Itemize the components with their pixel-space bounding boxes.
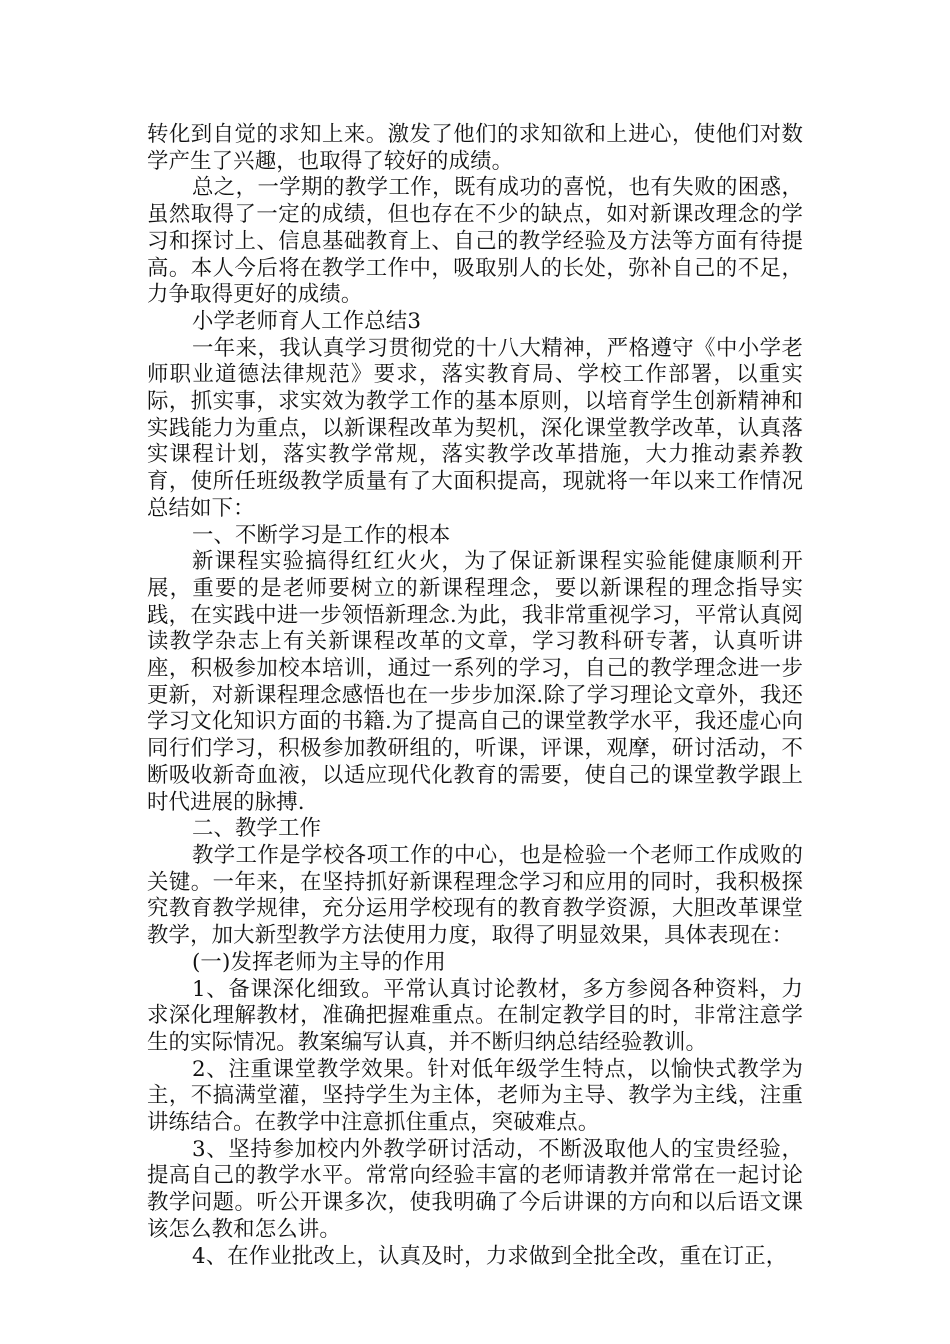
list-item-3: 3、坚持参加校内外教学研讨活动，不断汲取他人的宝贵经验，提高自己的教学水平。常常向经验丰富的老师请教并常常在一起讨论教学问题。听公开课多次，使我明确了今后讲课的方向和以后语文课该怎么教和怎么讲。 [147,1136,803,1242]
section-heading-learning: 一、不断学习是工作的根本 [191,522,451,548]
list-item-2: 2、注重课堂教学效果。针对低年级学生特点，以愉快式教学为主，不搞满堂灌，坚持学生为主体，老师为主导、教学为主线，注重讲练结合。在教学中注意抓住重点，突破难点。 [147,1056,803,1136]
paragraph-learning: 新课程实验搞得红红火火，为了保证新课程实验能健康顺利开展，重要的是老师要树立的新课程理念，要以新课程的理念指导实践，在实践中进一步领悟新理念.为此，我非常重视学习，平常认真阅读教学杂志上有关新课程改革的文章，学习教科研专著，认真听讲座，积极参加校本培训，通过一系列的学习，自己的教学理念进一步更新，对新课程理念感悟也在一步步加深.除了学习理论文章外，我还学习文化知识方面的书籍.为了提高自己的课堂教学水平，我还虚心向同行们学习，积极参加教研组的，听课，评课，观摩，研讨活动，不断吸收新奇血液，以适应现代化教育的需要，使自己的课堂教学跟上时代进展的脉搏. [147,549,803,815]
list-item-1: 1、备课深化细致。平常认真讨论教材，多方参阅各种资料，力求深化理解教材，准确把握难重点。在制定教学目的时，非常注意学生的实际情况。教案编写认真，并不断归纳总结经验教训。 [147,976,803,1055]
paragraph-teaching: 教学工作是学校各项工作的中心，也是检验一个老师工作成败的关键。一年来，在坚持抓好新课程理念学习和应用的同时，我积极探究教育教学规律，充分运用学校现有的教育教学资源，大胆改革课堂教学，加大新型教学方法使用力度，取得了明显效果，具体表现在： [147,842,803,949]
subsection-heading-role: (一)发挥老师为主导的作用 [191,949,446,975]
section-title: 小学老师育人工作总结3 [191,308,422,334]
paragraph-continuation: 转化到自觉的求知上来。激发了他们的求知欲和上进心，使他们对数学产生了兴趣，也取得了较好的成绩。 [147,122,803,174]
section-heading-teaching: 二、教学工作 [191,816,322,842]
paragraph-summary: 总之，一学期的教学工作，既有成功的喜悦，也有失败的困惑，虽然取得了一定的成绩，但也存在不少的缺点，如对新课改理念的学习和探讨上、信息基础教育上、自己的教学经验及方法等方面有待提高。本人今后将在教学工作中，吸取别人的长处，弥补自己的不足，力争取得更好的成绩。 [147,175,803,308]
document-page [147,122,803,1270]
list-item-4: 4、在作业批改上，认真及时，力求做到全批全改，重在订正， [191,1243,788,1269]
paragraph-intro: 一年来，我认真学习贯彻党的十八大精神，严格遵守《中小学老师职业道德法律规范》要求，落实教育局、学校工作部署，以重实际，抓实事，求实效为教学工作的基本原则，以培育学生创新精神和实践能力为重点，以新课程改革为契机，深化课堂教学改革，认真落实课程计划，落实教学常规，落实教学改革措施，大力推动素养教育，使所任班级教学质量有了大面积提高，现就将一年以来工作情况总结如下： [147,335,803,521]
